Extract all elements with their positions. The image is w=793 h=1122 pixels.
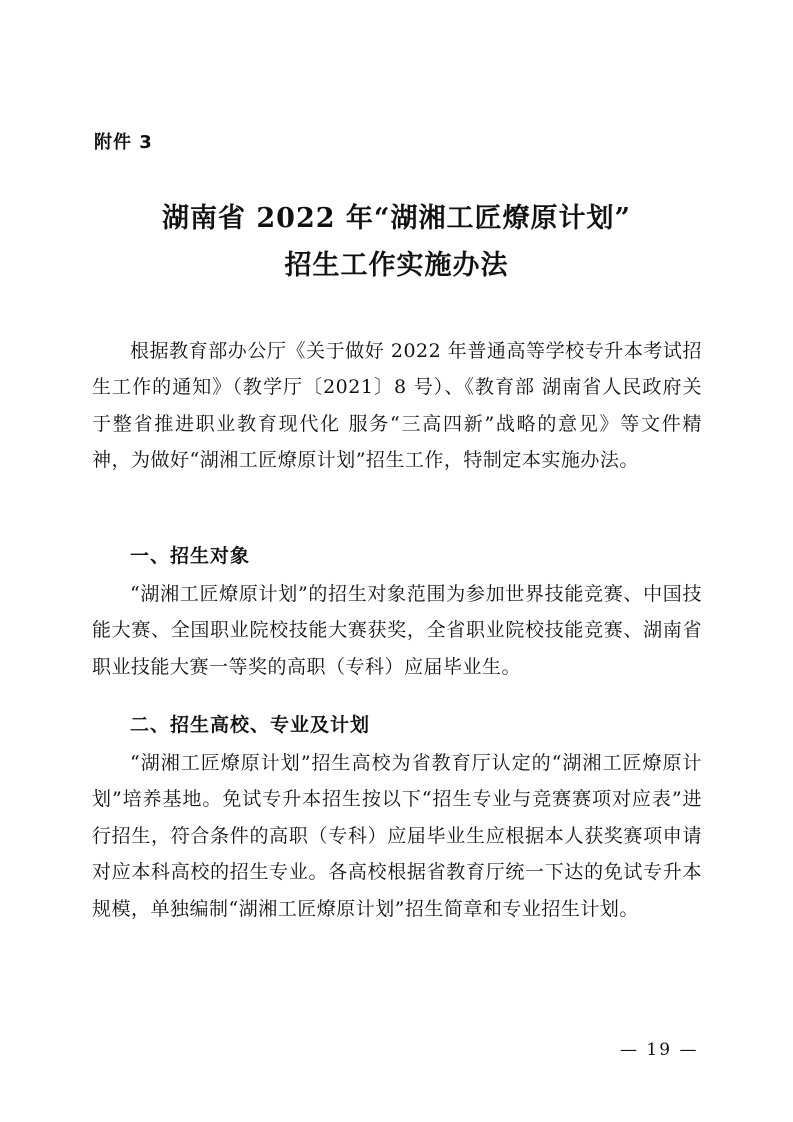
section-1-paragraph: “湖湘工匠燎原计划”的招生对象范围为参加世界技能竞赛、中国技能大赛、全国职业院校技能大赛获奖，全省职业院校技能竞赛、湖南省职业技能大赛一等奖的高职（专科）应届毕业生。 [92,583,702,678]
section-2-paragraph: “湖湘工匠燎原计划”招生高校为省教育厅认定的“湖湘工匠燎原计划”培养基地。免试专升本招生按以下“招生专业与竞赛赛项对应表”进行招生，符合条件的高职（专科）应届毕业生应根据本人获奖赛项申请对应本科高校的招生专业。各高校根据省教育厅统一下达的免试专升本规模，单独编制“湖湘工匠燎原计划”招生简章和专业招生计划。 [92,752,702,920]
intro-paragraph: 根据教育部办公厅《关于做好 2022 年普通高等学校专升本考试招生工作的通知》（教学厅〔2021〕8 号）、《教育部 湖南省人民政府关于整省推进职业教育现代化 服务“三高四新”战略的意见》等文件精神，为做好“湖湘工匠燎原计划”招生工作，特制定本实施办法。 [92,340,702,472]
document-title-line-1: 湖南省 2022 年“湖湘工匠燎原计划” [161,203,631,234]
section-2-heading: 二、招生高校、专业及计划 [130,714,371,736]
page-number: — 19 — [620,1040,699,1060]
document-title-line-2: 招生工作实施办法 [284,250,509,281]
section-1-heading: 一、招生对象 [130,545,251,567]
attachment-label: 附件 3 [94,132,153,153]
